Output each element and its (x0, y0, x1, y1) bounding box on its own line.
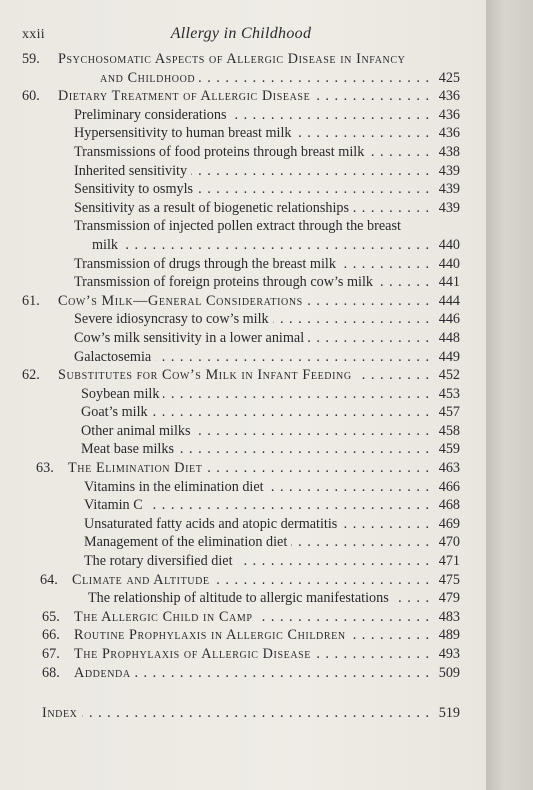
entry-page-number: 470 (438, 534, 460, 551)
entry-page-number: 436 (438, 125, 460, 142)
chapter-number: 61. (22, 292, 40, 309)
entry-line (72, 571, 434, 590)
entry-line (88, 589, 434, 608)
entry-page-number: 475 (438, 571, 460, 588)
page-number: xxii (22, 27, 45, 42)
entry-page-number: 436 (438, 106, 460, 123)
running-head (22, 27, 460, 47)
entry-title: Inherited sensitivity (74, 162, 188, 179)
toc-entry (0, 440, 486, 459)
entry-line (74, 608, 434, 627)
dot-leader (195, 422, 430, 441)
entry-title: Soybean milk (81, 385, 160, 402)
entry-page-number: 457 (438, 404, 460, 421)
entry-page-number: 444 (438, 292, 460, 309)
dot-leader (350, 626, 430, 645)
entry-line (84, 515, 434, 534)
entry-line (81, 403, 434, 422)
toc-entry (0, 143, 486, 162)
dot-leader (122, 236, 430, 255)
entry-title: Transmission of foreign proteins through cow’s milk (74, 274, 373, 291)
entry-line (74, 310, 434, 329)
entry-page-number: 439 (438, 162, 460, 179)
toc-entry (0, 403, 486, 422)
toc-entry (0, 180, 486, 199)
entry-line (58, 366, 434, 385)
entry-line (74, 273, 434, 292)
entry-line (84, 533, 434, 552)
toc-entry (0, 704, 486, 723)
toc-entry (0, 50, 486, 69)
entry-page-number: 440 (438, 255, 460, 272)
chapter-number: 64. (40, 571, 58, 588)
toc-entry (0, 459, 486, 478)
dot-leader (197, 180, 430, 199)
dot-leader (314, 87, 430, 106)
entry-title: Cow’s milk sensitivity in a lower animal (74, 329, 305, 346)
toc-entry (0, 496, 486, 515)
entry-title: Vitamin C (84, 497, 143, 514)
dot-leader (273, 310, 430, 329)
entry-title: Galactosemia (74, 348, 152, 365)
entry-title: Dietary Treatment of Allergic Disease (58, 88, 311, 105)
dot-leader (341, 515, 430, 534)
dot-leader (291, 533, 430, 552)
dot-leader (178, 440, 430, 459)
entry-page-number: 425 (438, 69, 460, 86)
entry-line (84, 496, 434, 515)
dot-leader (368, 143, 430, 162)
entry-page-number: 468 (438, 497, 460, 514)
entry-line (74, 329, 434, 348)
entry-page-number: 439 (438, 181, 460, 198)
toc-entry (0, 217, 486, 236)
toc-entry (0, 236, 486, 255)
entry-title: Transmissions of food proteins through breast milk (74, 143, 365, 160)
dot-leader (393, 589, 430, 608)
entry-title: Climate and Altitude (72, 571, 210, 588)
dot-leader (191, 162, 430, 181)
toc-entry (0, 348, 486, 367)
entry-line (74, 626, 434, 645)
chapter-number: 68. (42, 664, 60, 681)
entry-title: Addenda (74, 664, 131, 681)
spacer (0, 682, 486, 704)
dot-leader (82, 704, 431, 723)
entry-title: Cow’s Milk—General Considerations (58, 292, 303, 309)
entry-line (100, 69, 434, 88)
entry-page-number: 438 (438, 143, 460, 160)
entry-page-number: 446 (438, 311, 460, 328)
toc-entry (0, 422, 486, 441)
entry-title: Transmission of drugs through the breast milk (74, 255, 336, 272)
chapter-number: 59. (22, 51, 40, 67)
entry-title: Routine Prophylaxis in Allergic Children (74, 627, 346, 644)
entry-title: Severe idiosyncrasy to cow’s milk (74, 311, 269, 328)
toc-entry (0, 124, 486, 143)
toc-entry (0, 199, 486, 218)
toc-entry (0, 106, 486, 125)
toc-entry (0, 310, 486, 329)
entry-title: Management of the elimination diet (84, 534, 288, 551)
entry-page-number: 463 (438, 460, 460, 477)
chapter-number: 63. (36, 460, 54, 477)
entry-title: Hypersensitivity to human breast milk (74, 125, 292, 142)
dot-leader (135, 664, 430, 683)
entry-page-number: 436 (438, 88, 460, 105)
entry-page-number: 453 (438, 385, 460, 402)
entry-line (74, 143, 434, 162)
toc-entry (0, 645, 486, 664)
dot-leader (307, 292, 430, 311)
toc-entry (0, 87, 486, 106)
chapter-number: 60. (22, 88, 40, 105)
dot-leader (237, 552, 430, 571)
toc-entry (0, 533, 486, 552)
entry-title: The Allergic Child in Camp (74, 608, 253, 625)
toc-entry (0, 478, 486, 497)
dot-leader (356, 366, 430, 385)
entry-page-number: 479 (438, 590, 460, 607)
toc-entry (0, 385, 486, 404)
dot-leader (257, 608, 431, 627)
entry-page-number: 493 (438, 646, 460, 662)
toc-entry (0, 608, 486, 627)
entry-line (74, 664, 434, 683)
entry-title: The rotary diversified diet (84, 553, 233, 570)
entry-page-number: 449 (438, 348, 460, 365)
entry-line (58, 50, 434, 69)
entry-line (81, 440, 434, 459)
toc-entry (0, 366, 486, 385)
entry-page-number: 469 (438, 515, 460, 532)
entry-line (74, 255, 434, 274)
entry-line (74, 199, 434, 218)
dot-leader (353, 199, 430, 218)
entry-title: Sensitivity to osmyls (74, 181, 194, 198)
entry-line (84, 478, 434, 497)
entry-line (68, 459, 434, 478)
dot-leader (155, 348, 430, 367)
dot-leader (199, 69, 430, 88)
entry-line (84, 552, 434, 571)
toc-entry (0, 552, 486, 571)
entry-title: Psychosomatic Aspects of Allergic Disease in Infancy (58, 51, 406, 67)
entry-page-number: 441 (438, 274, 460, 291)
chapter-number: 66. (42, 627, 60, 644)
entry-page-number: 466 (438, 478, 460, 495)
dot-leader (206, 459, 430, 478)
chapter-number: 62. (22, 367, 40, 384)
entry-page-number: 452 (438, 367, 460, 384)
entry-title: milk (92, 236, 119, 253)
toc-entry (0, 571, 486, 590)
entry-title: Sensitivity as a result of biogenetic relationships (74, 199, 350, 216)
entry-title: Goat’s milk (81, 404, 148, 421)
entry-page-number: 439 (438, 199, 460, 216)
dot-leader (268, 478, 430, 497)
entry-page-number: 440 (438, 236, 460, 253)
entry-line (81, 385, 434, 404)
dot-leader (214, 571, 430, 590)
chapter-number: 65. (42, 608, 60, 625)
entry-line (74, 348, 434, 367)
table-of-contents (0, 50, 486, 723)
entry-line (58, 87, 434, 106)
entry-line (74, 180, 434, 199)
dot-leader (308, 329, 430, 348)
entry-page-number: 519 (438, 705, 460, 722)
entry-line (74, 106, 434, 125)
entry-line (74, 645, 434, 664)
entry-page-number: 509 (438, 664, 460, 681)
entry-title: The relationship of altitude to allergic manifestations (88, 590, 389, 607)
toc-entry (0, 273, 486, 292)
dot-leader (340, 255, 430, 274)
toc-entry (0, 255, 486, 274)
entry-line (58, 292, 434, 311)
toc-entry (0, 664, 486, 683)
entry-line (74, 217, 434, 236)
entry-line (92, 236, 434, 255)
entry-page-number: 448 (438, 329, 460, 346)
dot-leader (230, 106, 430, 125)
entry-title: The Elimination Diet (68, 460, 203, 477)
entry-line (74, 124, 434, 143)
entry-title: Index (42, 705, 78, 722)
toc-entry (0, 626, 486, 645)
entry-line (74, 162, 434, 181)
toc-entry (0, 162, 486, 181)
dot-leader (377, 273, 430, 292)
entry-title: Transmission of injected pollen extract through the breast (74, 218, 401, 235)
entry-title: The Prophylaxis of Allergic Disease (74, 646, 312, 662)
entry-title: Substitutes for Cow’s Milk in Infant Feeding (58, 367, 352, 384)
entry-title: Unsaturated fatty acids and atopic dermatitis (84, 515, 338, 532)
page-edge (486, 0, 533, 790)
dot-leader (147, 496, 430, 515)
dot-leader (315, 645, 430, 664)
entry-page-number: 459 (438, 441, 460, 458)
entry-page-number: 483 (438, 608, 460, 625)
entry-title: Vitamins in the elimination diet (84, 478, 264, 495)
entry-page-number: 489 (438, 627, 460, 644)
toc-entry (0, 515, 486, 534)
toc-entry (0, 589, 486, 608)
entry-title: and Childhood (100, 69, 196, 86)
entry-page-number: 471 (438, 553, 460, 570)
entry-title: Preliminary considerations (74, 106, 227, 123)
book-title: Allergy in Childhood (170, 25, 312, 42)
dot-leader (163, 385, 430, 404)
entry-title: Other animal milks (81, 422, 191, 439)
entry-title: Meat base milks (81, 441, 174, 458)
toc-entry (0, 69, 486, 88)
dot-leader (152, 403, 430, 422)
entry-line (42, 704, 434, 723)
entry-line (81, 422, 434, 441)
chapter-number: 67. (42, 646, 60, 662)
entry-page-number: 458 (438, 422, 460, 439)
toc-entry (0, 292, 486, 311)
toc-entry (0, 329, 486, 348)
dot-leader (296, 124, 430, 143)
